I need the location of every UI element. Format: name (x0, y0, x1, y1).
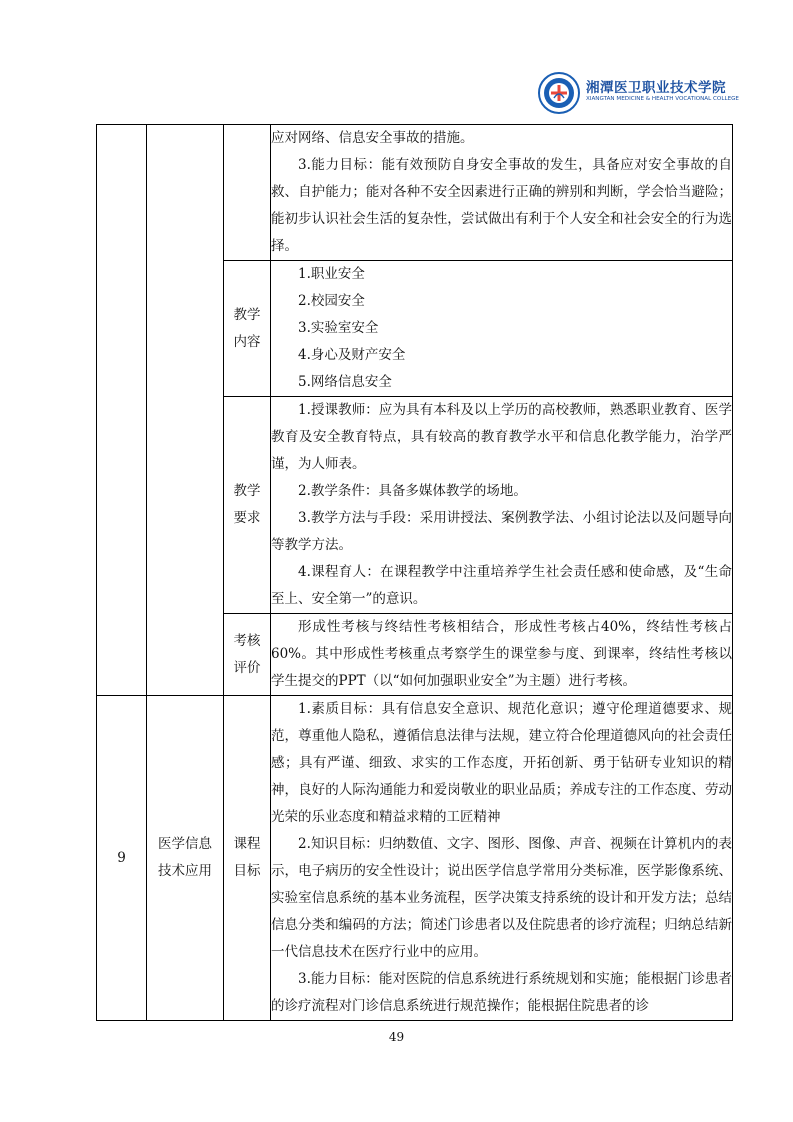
objective-item: 3.能力目标：能对医院的信息系统进行系统规划和实施；能根据门诊患者的诊疗流程对门诊信息系统进行规范操作；能根据住院患者的诊 (271, 971, 732, 1014)
requirement-item: 4.课程育人：在课程教学中注重培养学生社会责任感和使命感，及“生命至上、安全第一”的意识。 (271, 564, 732, 607)
course-objective-label: 课程 目标 (224, 696, 271, 1021)
school-seal-icon (538, 72, 580, 114)
objective-cont-text: 应对网络、信息安全事故的措施。 (271, 130, 474, 146)
evaluation-cell (271, 614, 733, 696)
teaching-requirement-label: 教学 要求 (224, 397, 271, 614)
course-name: 医学信息 技术应用 (147, 696, 224, 1021)
requirement-item: 2.教学条件：具备多媒体教学的场地。 (298, 483, 527, 499)
ability-objective-text: 3.能力目标：能有效预防自身安全事故的发生，具备应对安全事故的自救、自护能力；能对各种不安全因素进行正确的辨别和判断，学会恰当避险；能初步认识社会生活的复杂性，尝试做出有利于个人安全和社会安全的行为选择。 (271, 157, 732, 254)
teaching-content-label: 教学 内容 (224, 261, 271, 397)
evaluation-text: 形成性考核与终结性考核相结合，形成性考核占40%，终结性考核占60%。其中形成性考核重点考察学生的课堂参与度、到课率，终结性考核以学生提交的PPT（以“如何加强职业安全”为主题）进行考核。 (271, 619, 732, 689)
objective-item: 2.知识目标：归纳数值、文字、图形、图像、声音、视频在计算机内的表示，电子病历的安全性设计；说出医学信息学常用分类标准，医学影像系统、实验室信息系统的基本业务流程，医学决策支持系统的设计和开发方法；总结信息分类和编码的方法；简述门诊患者以及住院患者的诊疗流程；归纳总结新一代信息技术在医疗行业中的应用。 (271, 836, 732, 960)
teaching-requirement-cell (271, 397, 733, 614)
content-item: 4.身心及财产安全 (298, 347, 406, 363)
course-objective-cell (271, 696, 733, 1021)
objectives-cont-row (97, 125, 733, 261)
row-index: 9 (97, 696, 147, 1021)
content-item: 2.校园安全 (298, 293, 365, 309)
requirement-item: 1.授课教师：应为具有本科及以上学历的高校教师，熟悉职业教育、医学教育及安全教育特点，具有较高的教育教学水平和信息化教学能力，治学严谨，为人师表。 (271, 402, 732, 472)
objectives-cont-cell (271, 125, 733, 261)
content-item: 5.网络信息安全 (298, 374, 392, 390)
school-logo (538, 72, 738, 116)
page-number: 49 (388, 1030, 405, 1044)
evaluation-label: 考核 评价 (224, 614, 271, 696)
content-item: 1.职业安全 (298, 266, 365, 282)
school-name-en: XIANGTAN MEDICINE & HEALTH VOCATIONAL COLLEGE (586, 96, 739, 102)
teaching-content-cell (271, 261, 733, 397)
objective-item: 1.素质目标：具有信息安全意识、规范化意识；遵守伦理道德要求、规范，尊重他人隐私，遵循信息法律与法规，建立符合伦理道德风向的社会责任感；具有严谨、细致、求实的工作态度，开拓创新、勇于钻研专业知识的精神，良好的人际沟通能力和爱岗敬业的职业品质；养成专注的工作态度、劳动光荣的乐业态度和精益求精的工匠精神 (271, 701, 732, 825)
content-item: 3.实验室安全 (298, 320, 379, 336)
curriculum-table (96, 124, 733, 1021)
school-name: 湘潭医卫职业技术学院 (586, 80, 726, 96)
requirement-item: 3.教学方法与手段：采用讲授法、案例教学法、小组讨论法以及问题导向等教学方法。 (271, 510, 732, 553)
course-row-9 (97, 696, 733, 1021)
label-cell (224, 125, 271, 261)
row-index-cell (97, 125, 147, 696)
course-name-cell (147, 125, 224, 696)
